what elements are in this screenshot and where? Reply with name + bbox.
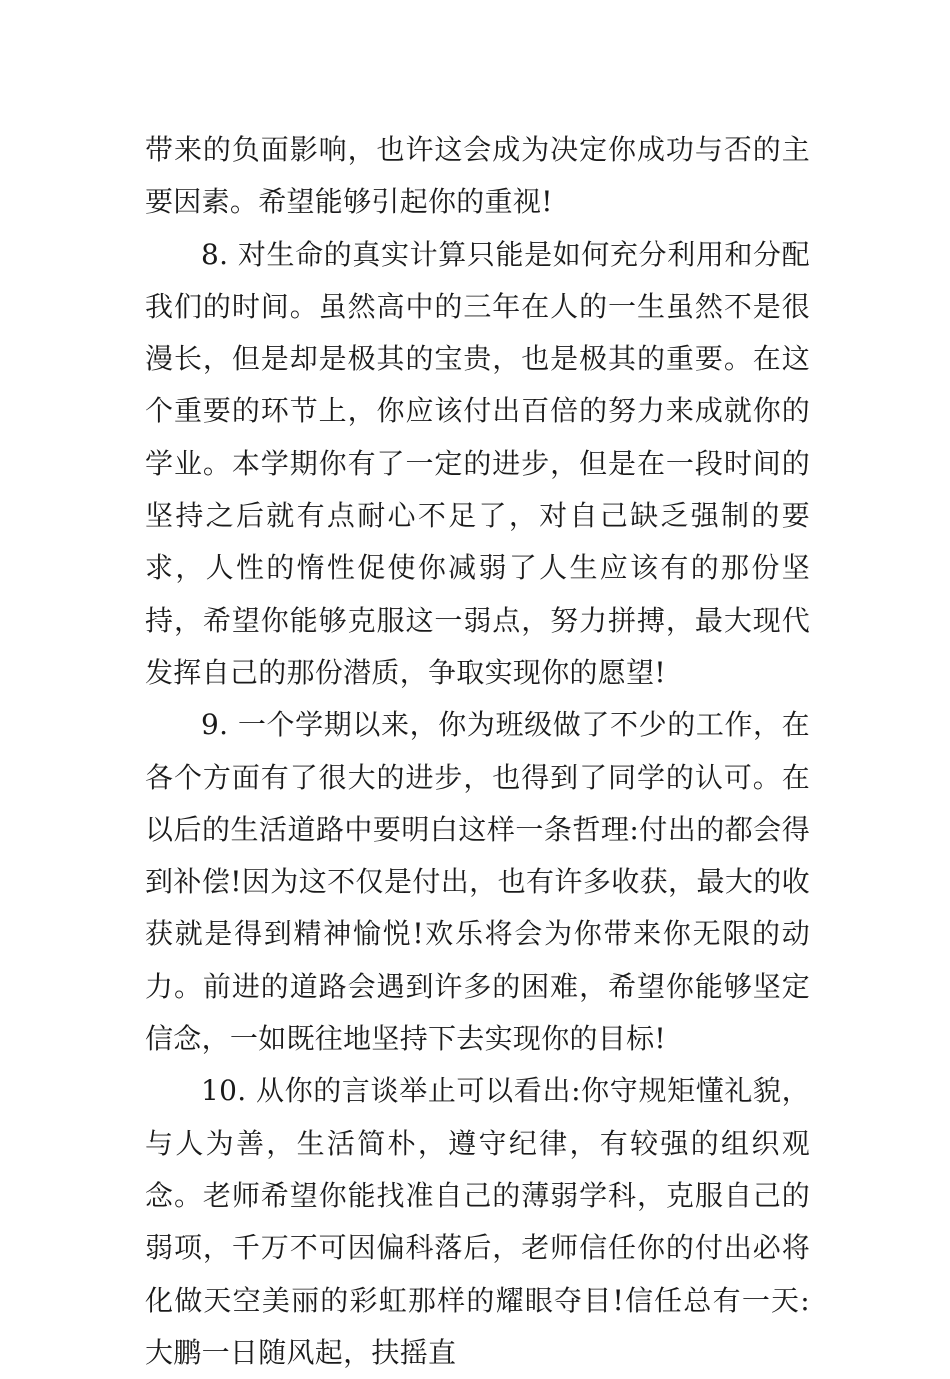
paragraph-item-9: 9. 一个学期以来，你为班级做了不少的工作，在各个方面有了很大的进步，也得到了同学的认可。在以后的生活道路中要明白这样一条哲理:付出的都会得到补偿!因为这不仅是付出，也有许多收获，最大的收获就是得到精神愉悦!欢乐将会为你带来你无限的动力。前进的道路会遇到许多的困难，希望你能够坚定信念，一如既往地坚持下去实现你的目标! <box>145 708 810 1056</box>
document-body <box>145 124 810 1379</box>
paragraph-continued: 带来的负面影响，也许这会成为决定你成功与否的主要因素。希望能够引起你的重视! <box>145 133 810 219</box>
paragraph-item-8: 8. 对生命的真实计算只能是如何充分利用和分配我们的时间。虽然高中的三年在人的一生虽然不是很漫长，但是却是极其的宝贵，也是极其的重要。在这个重要的环节上，你应该付出百倍的努力来成就你的学业。本学期你有了一定的进步，但是在一段时间的坚持之后就有点耐心不足了，对自己缺乏强制的要求，人性的惰性促使你减弱了人生应该有的那份坚持，希望你能够克服这一弱点，努力拼搏，最大现代发挥自己的那份潜质，争取实现你的愿望! <box>145 237 810 689</box>
paragraph-item-10: 10. 从你的言谈举止可以看出:你守规矩懂礼貌，与人为善，生活简朴，遵守纪律，有较强的组织观念。老师希望你能找准自己的薄弱学科，克服自己的弱项，千万不可因偏科落后，老师信任你的付出必将化做天空美丽的彩虹那样的耀眼夺目!信任总有一天:大鹏一日随风起，扶摇直 <box>145 1074 810 1369</box>
